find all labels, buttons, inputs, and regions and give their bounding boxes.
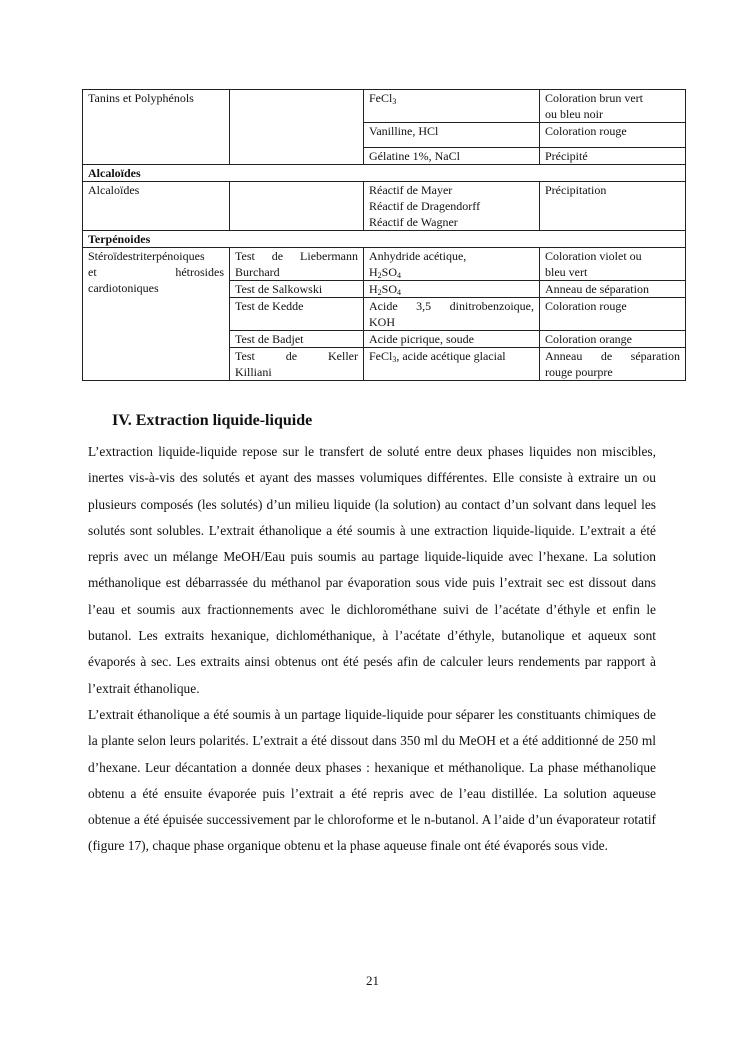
table-cell: Anneau de séparation rouge pourpre <box>540 348 686 381</box>
table-cell: Test de Liebermann Burchard <box>230 248 364 281</box>
table-cell: Réactif de Mayer Réactif de Dragendorff Réactif de Wagner <box>364 182 540 231</box>
phytochemical-tests-table <box>82 89 686 381</box>
table-cell: Test de Salkowski <box>230 281 364 298</box>
table-cell: Test de Badjet <box>230 331 364 348</box>
table-cell: Gélatine 1%, NaCl <box>364 148 540 165</box>
table-cell: Coloration rouge <box>540 123 686 148</box>
table-cell: Coloration brun vert ou bleu noir <box>540 90 686 123</box>
table-cell: Précipité <box>540 148 686 165</box>
table-cell: Anhydride acétique, $H_2SO_4$ <box>364 248 540 281</box>
table-cell: Acide 3,5 dinitrobenzoique, KOH <box>364 298 540 331</box>
page-number: 21 <box>366 973 379 988</box>
table-cell: Stéroïdestriterpénoiques et hétrosides cardiotoniques <box>83 248 230 381</box>
table-row <box>83 231 686 248</box>
table-row <box>83 182 686 231</box>
section-body <box>88 439 656 860</box>
table-cell: Coloration rouge <box>540 298 686 331</box>
paragraph: L’extraction liquide-liquide repose sur le transfert de soluté entre deux phases liquides non miscibles, inertes vis-à-vis des solutés et ayant des masses volumiques différentes. Elle consiste à extraire un ou plusieurs composés (les solutés) d’un milieu liquide (la solution) au contact d’un solvant dans lequel les solutés sont solubles. L’extrait éthanolique a été soumis à une extraction liquide-liquide. L’extrait a été repris avec un mélange MeOH/Eau puis soumis au partage liquide-liquide avec l’hexane. La solution méthanolique est débarrassée du méthanol par évaporation sous vide puis l’extrait sec est dissout dans l’eau et soumis aux fractionnements avec le dichlorométhane suivi de l’acétate d’éthyle et enfin le butanol. Les extraits hexanique, dichlométhanique, à l’acétate d’éthyle, butanolique et aqueux sont évaporés à sec. Les extraits ainsi obtenus ont été pesés afin de calculer leurs rendements par rapport à l’extrait éthanolique. <box>88 444 656 696</box>
table-cell: Tanins et Polyphénols <box>83 90 230 165</box>
table-row <box>83 90 686 123</box>
table-cell <box>230 182 364 231</box>
table-cell: Test de Keller Killiani <box>230 348 364 381</box>
section-header-cell: Alcaloïdes <box>83 165 686 182</box>
table-cell: Acide picrique, soude <box>364 331 540 348</box>
table-cell: Alcaloïdes <box>83 182 230 231</box>
table-row <box>83 165 686 182</box>
table-cell <box>230 90 364 165</box>
table-cell: Anneau de séparation <box>540 281 686 298</box>
table-cell: FeCl$_3$ <box>364 90 540 123</box>
section-header-cell: Terpénoides <box>83 231 686 248</box>
section-heading: IV. Extraction liquide-liquide <box>112 412 313 429</box>
table-cell: Test de Kedde <box>230 298 364 331</box>
table-cell: Vanilline, HCl <box>364 123 540 148</box>
table-cell: $H_2SO_4$ <box>364 281 540 298</box>
table-cell: FeCl$_3$, acide acétique glacial <box>364 348 540 381</box>
table-cell: Coloration violet ou bleu vert <box>540 248 686 281</box>
table-row <box>83 248 686 281</box>
table-cell: Précipitation <box>540 182 686 231</box>
table-cell: Coloration orange <box>540 331 686 348</box>
paragraph: L’extrait éthanolique a été soumis à un partage liquide-liquide pour séparer les constituants chimiques de la plante selon leurs polarités. L’extrait a été dissout dans 350 ml du MeOH et a été additionné de 250 ml d’hexane. Leur décantation a donnée deux phases : hexanique et méthanolique. La phase méthanolique obtenu a été ensuite évaporée puis l’extrait a été repris avec de l’eau distillée. La solution aqueuse obtenue a été épuisée successivement par le chloroforme et le n-butanol. A l’aide d’un évaporateur rotatif (figure 17), chaque phase organique obtenu et la phase aqueuse finale ont été évaporés sous vide. <box>88 706 656 854</box>
